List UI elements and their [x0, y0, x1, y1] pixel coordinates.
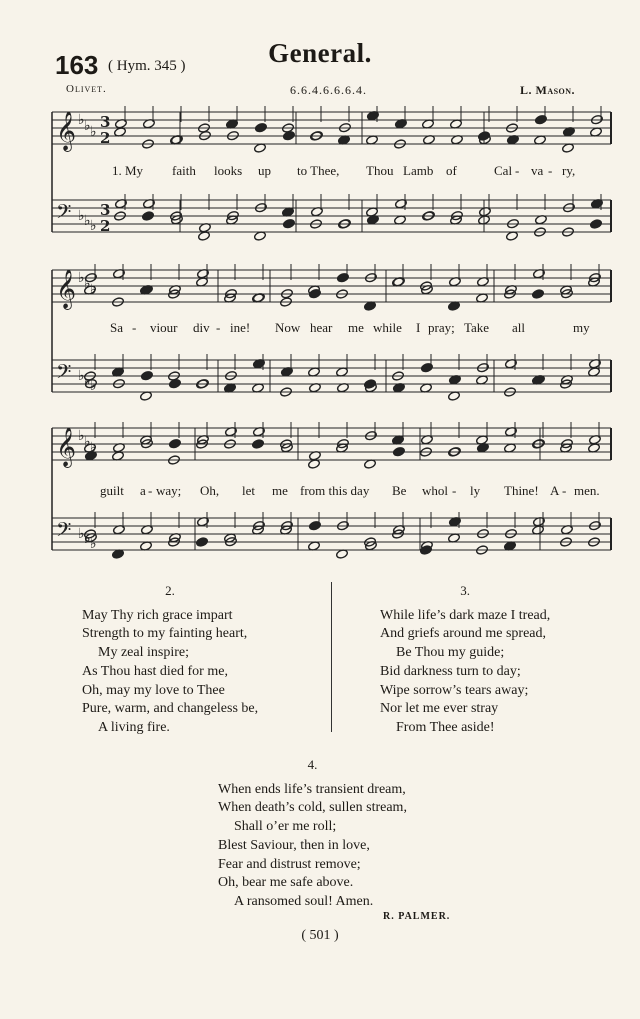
flat-icon: ♭ [90, 282, 97, 298]
verse-number: 2. [165, 583, 175, 598]
lyric-syllable: Thou [366, 163, 394, 178]
flat-icon: ♭ [90, 536, 97, 552]
time-signature: 2 [100, 217, 111, 235]
flat-icon: ♭ [78, 208, 85, 224]
lyric-syllable: va [531, 163, 544, 178]
note-head [142, 211, 155, 222]
page-number: ( 501 ) [301, 928, 339, 943]
time-signature: 3 [100, 113, 111, 131]
lyric-syllable: Take [464, 320, 490, 335]
note-head [532, 289, 545, 300]
verse-line: From Thee aside! [396, 719, 495, 735]
note-head [478, 131, 491, 142]
lyric-syllable: faith [172, 163, 196, 178]
verse-line: Be Thou my guide; [396, 645, 505, 661]
flat-icon: ♭ [78, 526, 85, 542]
flat-icon: ♭ [78, 270, 85, 286]
lyric-syllable: way; [156, 483, 182, 498]
lyric-syllable: - [515, 163, 520, 178]
lyric-syllable: of [446, 163, 457, 178]
lyric-syllable: guilt [100, 483, 124, 498]
lyric-syllable: 1. My [112, 163, 144, 178]
note-head [252, 439, 265, 450]
lyric-syllable: A [550, 483, 560, 498]
flat-icon: ♭ [78, 112, 85, 128]
bass-clef-icon: 𝄢 [56, 518, 72, 546]
note-head [141, 370, 154, 381]
verse-line: A ransomed soul! Amen. [234, 893, 374, 909]
time-signature: 2 [100, 129, 111, 147]
lyric-syllable: - [548, 163, 553, 178]
flat-icon: ♭ [90, 440, 97, 456]
verse-line: Bid darkness turn to day; [380, 663, 521, 679]
hymn-reference: ( Hym. 345 ) [108, 58, 186, 74]
verse-line: While life’s dark maze I tread, [380, 607, 551, 623]
lyric-syllable: me [272, 483, 288, 498]
verse-line: When death’s cold, sullen stream, [218, 800, 407, 816]
verse-2 [82, 582, 258, 738]
lyric-syllable: whol [422, 483, 448, 498]
verse-line: Wipe sorrow’s tears away; [380, 682, 529, 698]
verse-line: Oh, may my love to Thee [82, 682, 225, 698]
note-head [196, 537, 209, 548]
verse-line: Oh, bear me safe above. [218, 875, 354, 891]
composer: L. Mason. [520, 83, 576, 97]
verse-line: Blest Saviour, then in love, [218, 837, 370, 853]
lyric-syllable: div [193, 320, 210, 335]
verse-line: My zeal inspire; [98, 645, 189, 661]
lyric-syllable: Thine! [504, 483, 539, 498]
note-head [590, 219, 603, 230]
note-head [283, 218, 296, 229]
flat-icon: ♭ [84, 531, 91, 547]
lyric-syllable: hear [310, 320, 333, 335]
lyric-syllable: Sa [110, 320, 123, 335]
flat-icon: ♭ [90, 378, 97, 394]
verse-line: Nor let me ever stray [380, 701, 499, 717]
treble-clef-icon: 𝄞 [56, 269, 77, 309]
note-head [169, 438, 182, 449]
lyric-syllable: looks [214, 163, 243, 178]
flat-icon: ♭ [84, 118, 91, 134]
flat-icon: ♭ [84, 213, 91, 229]
verse-line: Fear and distrust remove; [218, 856, 361, 872]
verse-line: As Thou hast died for me, [82, 663, 228, 679]
flat-icon: ♭ [78, 368, 85, 384]
flat-icon: ♭ [84, 434, 91, 450]
lyric-syllable: Lamb [403, 163, 434, 178]
lyric-syllable: while [373, 320, 402, 335]
verse-line: Strength to my fainting heart, [82, 626, 248, 642]
lyric-syllable: ine! [230, 320, 251, 335]
meter: 6.6.4.6.6.6.4. [290, 83, 367, 97]
treble-clef-icon: 𝄞 [56, 111, 77, 151]
hymn-number: 163 [55, 50, 99, 80]
lyric-syllable: Oh, [200, 483, 220, 498]
lyric-syllable: all [512, 320, 525, 335]
author-credit: R. PALMER. [383, 911, 451, 922]
flat-icon: ♭ [78, 428, 85, 444]
lyric-syllable: to Thee, [297, 163, 340, 178]
note-head [255, 122, 268, 133]
flat-icon: ♭ [84, 373, 91, 389]
note-head [393, 446, 406, 457]
lyric-syllable: pray; [428, 320, 455, 335]
flat-icon: ♭ [84, 276, 91, 292]
lyric-syllable: ry, [562, 163, 576, 178]
note-head [364, 379, 377, 390]
section-title: General. [268, 38, 372, 68]
verse-3 [380, 582, 550, 738]
bass-clef-icon: 𝄢 [56, 200, 72, 228]
lyric-syllable: - [148, 483, 153, 498]
verse-line: Pure, warm, and changeless be, [82, 701, 259, 717]
tune-name: Olivet. [66, 83, 107, 95]
lyric-syllable: Be [392, 483, 407, 498]
lyric-syllable: Now [275, 320, 301, 335]
lyric-syllable: from this day [300, 483, 370, 498]
treble-clef-icon: 𝄞 [56, 427, 77, 467]
lyric-syllable: a [140, 483, 146, 498]
lyric-syllable: - [216, 320, 221, 335]
lyric-syllable: up [258, 163, 271, 178]
verse-line: May Thy rich grace impart [82, 607, 233, 623]
verse-line: Shall o’er me roll; [234, 819, 337, 835]
verse-line: And griefs around me spread, [380, 626, 547, 642]
lyric-syllable: - [562, 483, 567, 498]
lyric-syllable: ly [470, 483, 481, 498]
verse-4 [218, 756, 407, 912]
verse-line: When ends life’s transient dream, [218, 781, 406, 797]
lyric-syllable: Cal [494, 163, 513, 178]
bass-clef-icon: 𝄢 [56, 360, 72, 388]
flat-icon: ♭ [90, 124, 97, 140]
time-signature: 3 [100, 201, 111, 219]
lyric-syllable: viour [150, 320, 178, 335]
flat-icon: ♭ [90, 218, 97, 234]
lyric-syllable: let [242, 483, 255, 498]
verse-divider [331, 582, 332, 732]
verse-number: 4. [307, 757, 318, 772]
lyric-syllable: me [348, 320, 364, 335]
verse-line: A living fire. [98, 719, 170, 735]
lyric-syllable: - [132, 320, 137, 335]
lyric-syllable: - [452, 483, 457, 498]
lyric-syllable: men. [574, 483, 600, 498]
lyric-syllable: I [416, 320, 421, 335]
lyric-syllable: my [573, 320, 590, 335]
verse-number: 3. [460, 583, 470, 598]
